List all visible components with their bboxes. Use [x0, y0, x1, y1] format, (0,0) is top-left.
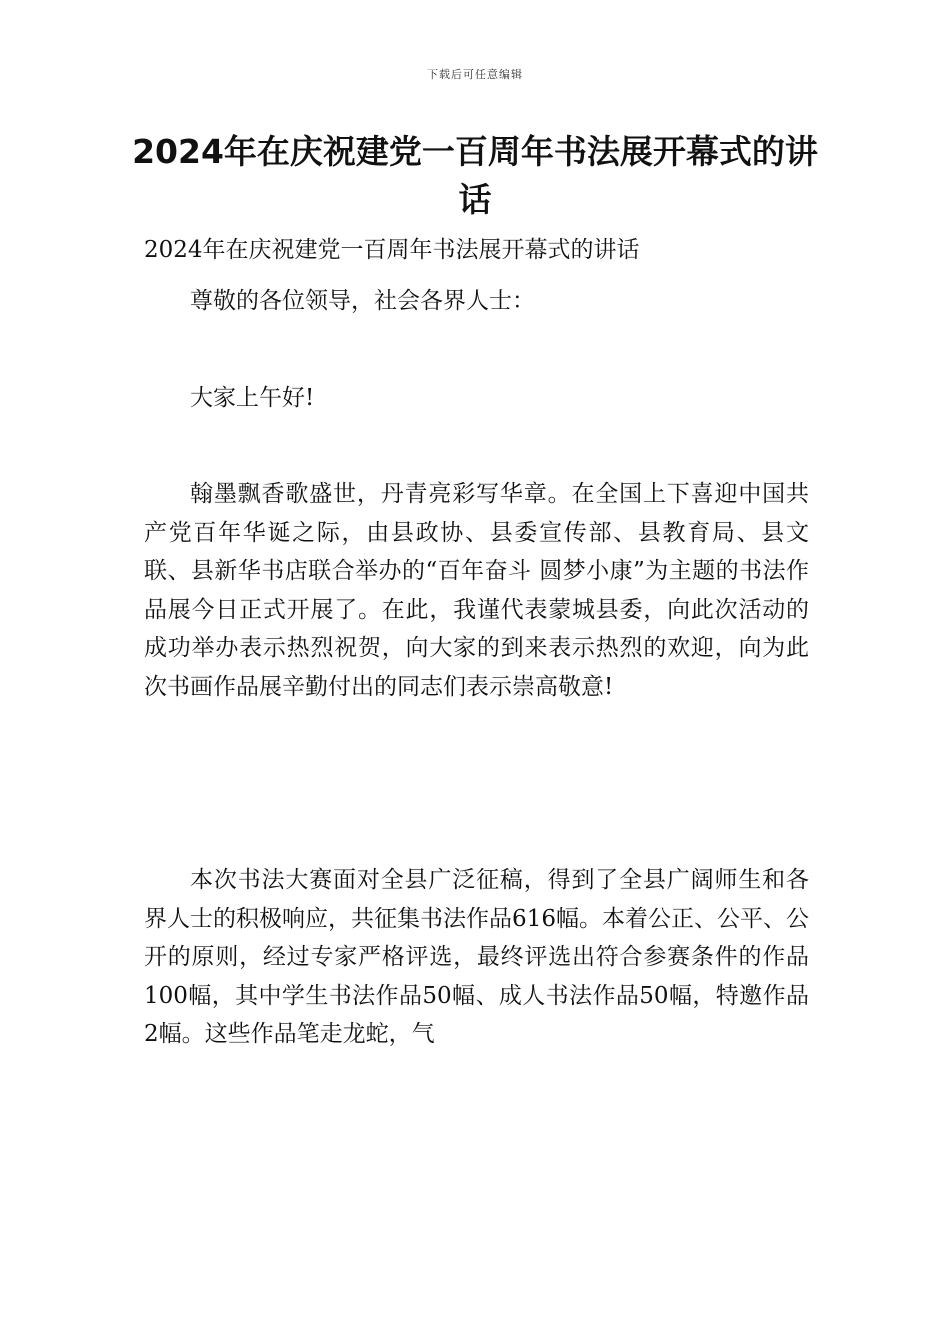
- paragraph-opening: 翰墨飘香歌盛世，丹青亮彩写华章。在全国上下喜迎中国共产党百年华诞之际，由县政协、县委宣传部、县教育局、县文联、县新华书店联合举办的“百年奋斗 圆梦小康”为主题的书法作品展今日正式开展了。在此，我谨代表蒙城县委，向此次活动的成功举办表示热烈祝贺，向大家的到来表示热烈的欢迎，向为此次书画作品展辛勤付出的同志们表示崇高敬意!: [144, 481, 809, 700]
- document-body: [144, 230, 809, 1054]
- salutation: 尊敬的各位领导，社会各界人士：: [190, 288, 535, 314]
- document-subtitle: 2024年在庆祝建党一百周年书法展开幕式的讲话: [144, 237, 640, 263]
- greeting: 大家上午好!: [190, 384, 315, 411]
- document-title: 2024年在庆祝建党一百周年书法展开幕式的讲话: [132, 132, 818, 219]
- paragraph-contest: 本次书法大赛面对全县广泛征稿，得到了全县广阔师生和各界人士的积极响应，共征集书法作品616幅。本着公正、公平、公开的原则，经过专家严格评选，最终评选出符合参赛条件的作品100幅，其中学生书法作品50幅、成人书法作品50幅，特邀作品2幅。这些作品笔走龙蛇，气: [144, 867, 809, 1047]
- header-note: 下载后可任意编辑: [427, 68, 523, 81]
